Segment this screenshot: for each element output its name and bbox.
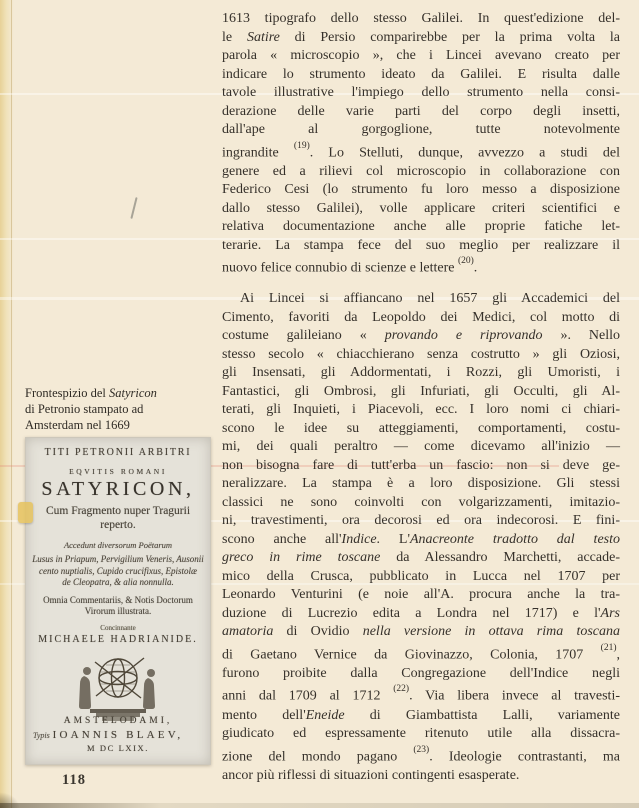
imprint-city: AMSTELODAMI,	[63, 716, 173, 726]
text-line: zione del mondo pagano $^{(23)}$. Ideologie contrastanti, ma	[222, 744, 620, 765]
imprint-typis: Typis	[33, 731, 50, 740]
text-line: neralizzare. La stampa è a loro disposizione. Gli stessi	[222, 476, 620, 492]
frontispiece-author-line: TITI PETRONII ARBITRI	[44, 447, 192, 458]
text-line: cento nuptialis, Cupido crucifixus, Epistolæ	[39, 565, 197, 576]
text-line: Amsterdam nel 1669	[25, 418, 130, 432]
text-line: costume galileiano « provando e riprovando ». Nello	[222, 328, 620, 344]
text-line: gli Insensati, gli Addormentati, i Rozzi, gli Umoristi, i	[222, 365, 620, 381]
frontispiece-title: SATYRICON,	[41, 478, 195, 500]
text-line: ingrandite $^{(19)}$. Lo Stelluti, dunque, avvezzo a studi del	[222, 140, 620, 161]
figure-caption	[25, 385, 220, 433]
text-line: dall'ape al gorgoglione, tutte notevolmente	[222, 122, 620, 137]
text-line: de Cleopatra, & alia nonnulla.	[62, 577, 174, 587]
text-line: non bisogna fare di tutt'erba un fascio: non si deve ge-	[222, 457, 620, 473]
text-line: duzione di Lucrezio edita a Londra nel 1717) e l'Ars	[222, 605, 620, 621]
frontispiece-subtitle	[26, 504, 210, 532]
frontispiece-concinnante-line: Concinnante	[100, 623, 136, 632]
text-line: di Gaetano Vernice da Giovinazzo, Colonia, 1707 $^{(21)}$,	[222, 642, 620, 663]
spine-fold-line	[11, 0, 12, 808]
text-line: ni, travestimenti, ora decorosi ed ora indecorosi. E fini-	[222, 513, 620, 529]
text-line: mico della Crusca, pubblicato in Lucca nel 1707 per	[222, 568, 620, 584]
text-line: classici ne sono coinvolti con volgarizzamenti, imitazio-	[222, 494, 620, 510]
printer-device-emblem	[70, 652, 166, 724]
text-line: anni dal 1709 al 1712 $^{(22)}$. Via libera invece al travesti-	[222, 684, 621, 705]
text-line: Cum Fragmento nuper Tragurii	[45, 505, 191, 517]
text-line: stesso secolo « chiacchierano senza costrutto » gli Oziosi,	[222, 346, 620, 362]
text-line: indicare lo strumento ideato da Galilei. E risulta dalle	[222, 66, 620, 82]
frontispiece-plate	[25, 437, 211, 765]
main-text-column	[222, 10, 620, 785]
text-line: ancor più riflessi di situazioni contingenti esasperate.	[222, 767, 520, 783]
text-line: tavole illustrative l'impiego dello strumento nella consi-	[222, 85, 620, 100]
text-line: Frontespizio del Satyricon	[25, 386, 157, 400]
text-line: genere ed a rilievi col microscopio in collaborazione con	[222, 163, 620, 179]
text-line: dallo stesso Galilei), volle applicare criteri scientifici e	[222, 200, 620, 216]
scratch-mark	[130, 197, 137, 219]
text-line: di Petronio stampato ad	[25, 402, 144, 416]
paragraph	[222, 290, 620, 785]
text-line: Federico Cesi (lo strumento fu loro messo a disposizione	[222, 182, 620, 198]
text-line: Cimento, favoriti da Leopoldo dei Medici, col motto di	[222, 309, 620, 325]
frontispiece-contents-lines	[26, 554, 210, 589]
imprint-printer-line	[26, 729, 210, 741]
text-line: Omnia Commentariis, & Notis Doctorum	[43, 594, 193, 605]
imprint-year: M DC LXIX.	[86, 743, 150, 753]
text-line: mi, dei quali peraltro — come dicevamo all'inizio —	[222, 439, 620, 455]
tape-mark	[18, 502, 33, 523]
text-line: greco in rime toscane da Alessandro Marchetti, accade-	[222, 550, 620, 566]
text-line: terarie. La stampa fece del suo meglio per realizzare il	[222, 237, 620, 253]
text-line: Ai Lincei si affiancano nel 1657 gli Accademici del	[240, 291, 620, 307]
text-line: reperto.	[100, 519, 136, 531]
imprint-block	[26, 716, 210, 753]
text-line: 1613 tipografo dello stesso Galilei. In quest'edizione del-	[222, 11, 620, 26]
text-line: nuovo felice connubio di scienze e lettere $^{(20)}$.	[222, 256, 478, 276]
text-line: parola « microscopio », che i Lincei avevano creato per	[222, 48, 620, 63]
frontispiece-accedunt-line: Accedunt diversorum Poëtarum	[63, 540, 173, 550]
text-line: terati, gli Inquieti, i Piacevoli, ecc. I loro nomi ci chiari-	[222, 402, 620, 418]
text-line: mento dell'Eneide di Giambattista Lalli, variamente	[222, 707, 620, 723]
text-line: Lusus in Priapum, Pervigilium Veneris, Ausonii	[32, 554, 204, 564]
text-line: Fantastici, gli Ombrosi, gli Infuriati, gli Occulti, gli Al-	[222, 383, 620, 399]
text-line: Virorum illustrata.	[84, 606, 152, 616]
text-line: Leonardo Venturini (e noie all'A. procura anche la tra-	[222, 587, 620, 603]
text-line: scono anche all'Indice. L'Anacreonte tradotto dal testo	[222, 531, 620, 547]
paragraph	[222, 10, 620, 278]
imprint-printer: IOANNIS BLAEV,	[52, 729, 184, 741]
text-line: relativa documentazione anche alle proprie fatiche let-	[222, 219, 620, 235]
text-line: le Satire di Persio comparirebbe per la prima volta la	[222, 29, 620, 45]
text-line: derazione delle varie parti del corpo degli insetti,	[222, 103, 620, 119]
text-line: amatoria di Ovidio nella versione in ottava rima toscana	[222, 624, 620, 640]
text-line: giudicato ed espressamente ritenuto utile alla dissacra-	[222, 726, 620, 742]
frontispiece-rank-line: EQVITIS ROMANI	[69, 467, 167, 476]
page-number: 118	[62, 772, 86, 788]
frontispiece-omnia-lines	[26, 595, 210, 618]
page-bottom-edge	[0, 803, 639, 808]
text-line: scono le idee su atteggiamenti, comportamenti, costu-	[222, 420, 620, 436]
text-line: furono proibite dalla Congregazione dell'Indice negli	[222, 665, 620, 681]
frontispiece-editor-line: MICHAELE HADRIANIDE.	[38, 633, 198, 645]
